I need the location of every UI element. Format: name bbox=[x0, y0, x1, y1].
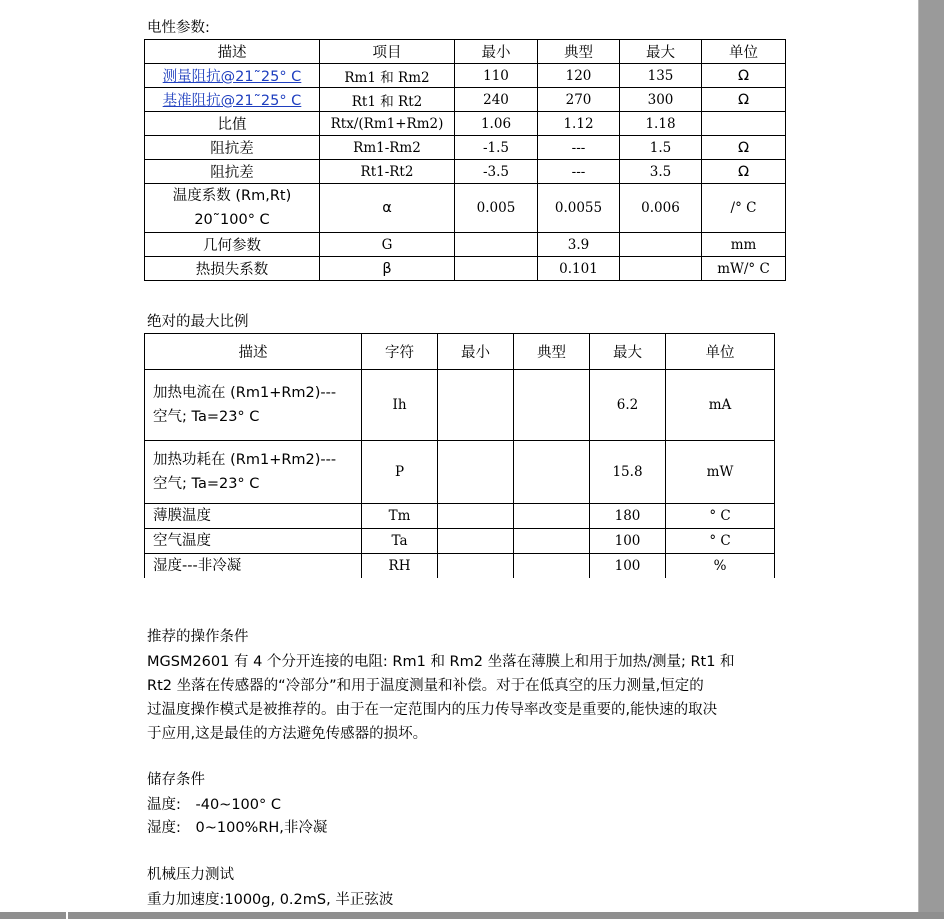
temperature-value: -40~100° C bbox=[195, 797, 281, 813]
table-row bbox=[145, 370, 775, 441]
symbol-cell: Ta bbox=[362, 529, 438, 554]
min-cell: 0.005 bbox=[455, 184, 538, 233]
max-cell: 100 bbox=[590, 554, 666, 579]
header-cell: 最小 bbox=[438, 334, 514, 370]
desc-cell bbox=[145, 370, 362, 441]
max-cell: 0.006 bbox=[620, 184, 702, 233]
desc-cell bbox=[145, 184, 320, 233]
max-cell: 6.2 bbox=[590, 370, 666, 441]
desc-cell: 湿度---非冷凝 bbox=[145, 554, 362, 579]
electrical-parameters-table bbox=[144, 39, 786, 281]
operating-paragraph-line: 于应用,这是最佳的方法避免传感器的损坏。 bbox=[147, 726, 428, 742]
min-cell: 110 bbox=[455, 64, 538, 88]
symbol-cell: RH bbox=[362, 554, 438, 579]
operating-paragraph-line: Rt2 坐落在传感器的“冷部分”和用于温度测量和补偿。对于在低真空的压力测量,恒定的 bbox=[147, 678, 704, 694]
section-heading-absolute-max: 绝对的最大比例 bbox=[147, 314, 249, 330]
desc-line: 空气; Ta=23° C bbox=[153, 409, 260, 425]
section-heading-storage: 储存条件 bbox=[147, 772, 205, 788]
unit-cell: mW/° C bbox=[702, 257, 786, 281]
desc-cell: 热损失系数 bbox=[145, 257, 320, 281]
max-cell: 3.5 bbox=[620, 160, 702, 184]
humidity-value: 0~100%RH,非冷凝 bbox=[195, 820, 328, 836]
max-cell: 100 bbox=[590, 529, 666, 554]
unit-cell bbox=[702, 112, 786, 136]
absolute-max-table bbox=[144, 333, 775, 578]
max-cell bbox=[620, 257, 702, 281]
unit-cell: mW bbox=[666, 441, 775, 504]
min-cell bbox=[455, 233, 538, 257]
typ-cell: 0.0055 bbox=[538, 184, 620, 233]
header-cell: 字符 bbox=[362, 334, 438, 370]
max-cell bbox=[620, 233, 702, 257]
table-row bbox=[145, 136, 786, 160]
min-cell bbox=[438, 554, 514, 579]
desc-cell: 阻抗差 bbox=[145, 136, 320, 160]
unit-cell: Ω bbox=[702, 160, 786, 184]
table-row bbox=[145, 160, 786, 184]
storage-temperature-line bbox=[147, 793, 281, 817]
unit-cell: % bbox=[666, 554, 775, 579]
desc-line: 加热功耗在 (Rm1+Rm2)--- bbox=[153, 452, 337, 468]
typ-cell bbox=[514, 529, 590, 554]
table-row bbox=[145, 64, 786, 88]
item-cell: Rm1-Rm2 bbox=[320, 136, 455, 160]
section-heading-electrical: 电性参数: bbox=[147, 20, 210, 36]
unit-cell: Ω bbox=[702, 136, 786, 160]
item-cell: α bbox=[320, 184, 455, 233]
table-row bbox=[145, 88, 786, 112]
desc-cell: 比值 bbox=[145, 112, 320, 136]
table-row bbox=[145, 529, 775, 554]
desc-line: 20˜100° C bbox=[194, 212, 270, 228]
symbol-cell: Ih bbox=[362, 370, 438, 441]
header-cell: 典型 bbox=[514, 334, 590, 370]
table-row bbox=[145, 233, 786, 257]
header-cell: 单位 bbox=[666, 334, 775, 370]
unit-cell: mm bbox=[702, 233, 786, 257]
header-cell: 最大 bbox=[590, 334, 666, 370]
typ-cell: 120 bbox=[538, 64, 620, 88]
measure-impedance-link[interactable]: 测量阻抗@21˜25° C bbox=[162, 69, 302, 85]
header-cell: 最小 bbox=[455, 40, 538, 64]
max-cell: 15.8 bbox=[590, 441, 666, 504]
desc-line: 温度系数 (Rm,Rt) bbox=[172, 188, 292, 204]
item-cell: β bbox=[320, 257, 455, 281]
unit-cell: Ω bbox=[702, 88, 786, 112]
table-row bbox=[145, 504, 775, 529]
max-cell: 135 bbox=[620, 64, 702, 88]
desc-cell bbox=[145, 88, 320, 112]
min-cell bbox=[438, 529, 514, 554]
desc-cell bbox=[145, 64, 320, 88]
header-cell: 描述 bbox=[145, 40, 320, 64]
table-header-row bbox=[145, 40, 786, 64]
max-cell: 1.18 bbox=[620, 112, 702, 136]
unit-cell: /° C bbox=[702, 184, 786, 233]
symbol-cell: Tm bbox=[362, 504, 438, 529]
item-cell: Rt1-Rt2 bbox=[320, 160, 455, 184]
typ-cell: --- bbox=[538, 160, 620, 184]
typ-cell bbox=[514, 441, 590, 504]
typ-cell: 3.9 bbox=[538, 233, 620, 257]
storage-humidity-line bbox=[147, 816, 327, 840]
humidity-label: 湿度: bbox=[147, 820, 181, 836]
operating-paragraph-line: 过温度操作模式是被推荐的。由于在一定范围内的压力传导率改变是重要的,能快速的取决 bbox=[147, 702, 718, 718]
table-row bbox=[145, 441, 775, 504]
max-cell: 180 bbox=[590, 504, 666, 529]
temperature-label: 温度: bbox=[147, 797, 181, 813]
header-cell: 项目 bbox=[320, 40, 455, 64]
table-row bbox=[145, 554, 775, 579]
desc-line: 加热电流在 (Rm1+Rm2)--- bbox=[153, 385, 337, 401]
min-cell: 240 bbox=[455, 88, 538, 112]
header-cell: 典型 bbox=[538, 40, 620, 64]
desc-cell: 几何参数 bbox=[145, 233, 320, 257]
typ-cell: 0.101 bbox=[538, 257, 620, 281]
typ-cell: 270 bbox=[538, 88, 620, 112]
table-header-row bbox=[145, 334, 775, 370]
header-cell: 描述 bbox=[145, 334, 362, 370]
item-cell: Rtx/(Rm1+Rm2) bbox=[320, 112, 455, 136]
desc-line: 空气; Ta=23° C bbox=[153, 476, 260, 492]
vertical-scroll-area[interactable] bbox=[918, 0, 944, 919]
unit-cell: ° C bbox=[666, 504, 775, 529]
horizontal-scroll-area[interactable] bbox=[0, 912, 944, 919]
item-cell: G bbox=[320, 233, 455, 257]
section-heading-mechanical: 机械压力测试 bbox=[147, 867, 234, 883]
desc-cell: 空气温度 bbox=[145, 529, 362, 554]
typ-cell bbox=[514, 504, 590, 529]
min-cell bbox=[438, 504, 514, 529]
min-cell bbox=[438, 370, 514, 441]
unit-cell: ° C bbox=[666, 529, 775, 554]
min-cell: 1.06 bbox=[455, 112, 538, 136]
scroll-marker bbox=[66, 912, 68, 919]
min-cell: -3.5 bbox=[455, 160, 538, 184]
typ-cell: --- bbox=[538, 136, 620, 160]
desc-cell: 阻抗差 bbox=[145, 160, 320, 184]
reference-impedance-link[interactable]: 基准阻抗@21˜25° C bbox=[162, 93, 302, 109]
section-heading-operating: 推荐的操作条件 bbox=[147, 629, 249, 645]
unit-cell: Ω bbox=[702, 64, 786, 88]
table-row bbox=[145, 257, 786, 281]
symbol-cell: P bbox=[362, 441, 438, 504]
item-cell: Rm1 和 Rm2 bbox=[320, 64, 455, 88]
table-row bbox=[145, 112, 786, 136]
item-cell: Rt1 和 Rt2 bbox=[320, 88, 455, 112]
max-cell: 300 bbox=[620, 88, 702, 112]
min-cell bbox=[455, 257, 538, 281]
header-cell: 单位 bbox=[702, 40, 786, 64]
min-cell: -1.5 bbox=[455, 136, 538, 160]
desc-cell bbox=[145, 441, 362, 504]
max-cell: 1.5 bbox=[620, 136, 702, 160]
typ-cell: 1.12 bbox=[538, 112, 620, 136]
min-cell bbox=[438, 441, 514, 504]
operating-paragraph-line: MGSM2601 有 4 个分开连接的电阻: Rm1 和 Rm2 坐落在薄膜上和用于加热/测量; Rt1 和 bbox=[147, 654, 735, 670]
header-cell: 最大 bbox=[620, 40, 702, 64]
table-row bbox=[145, 184, 786, 233]
typ-cell bbox=[514, 370, 590, 441]
mechanical-test-line: 重力加速度:1000g, 0.2mS, 半正弦波 bbox=[147, 892, 394, 908]
unit-cell: mA bbox=[666, 370, 775, 441]
typ-cell bbox=[514, 554, 590, 579]
desc-cell: 薄膜温度 bbox=[145, 504, 362, 529]
